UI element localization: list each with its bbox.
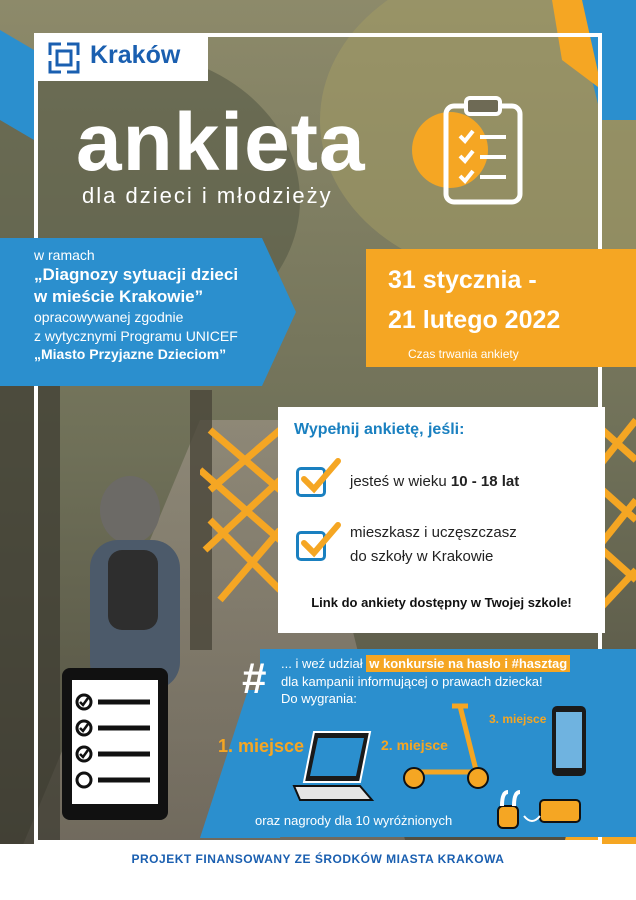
contest-extra-prizes: oraz nagrody dla 10 wyróżnionych — [255, 813, 453, 828]
criterion-age — [350, 473, 519, 490]
hashtag-icon: # — [242, 654, 267, 703]
date-start: 31 stycznia - — [388, 266, 537, 294]
krakow-logo-text: Kraków — [90, 41, 181, 69]
page-title: ankieta — [76, 97, 366, 188]
survey-link-note: Link do ankiety dostępny w Twojej szkole! — [311, 595, 572, 610]
criterion-age-prefix: jesteś w wieku — [350, 473, 451, 490]
smartphone-icon — [548, 704, 592, 778]
orange-lattice-decoration-left — [200, 410, 290, 610]
clipboard-checklist-icon — [438, 94, 528, 206]
info-ribbon-text — [34, 246, 284, 363]
checkmark-icon — [298, 521, 342, 561]
ribbon-detail-line1: opracowywanej zgodnie — [34, 309, 184, 326]
ribbon-intro: w ramach — [34, 247, 95, 263]
prize-second-label: 2. miejsce — [381, 737, 448, 753]
scooter-icon — [400, 700, 490, 792]
contest-prizes-heading: Do wygrania: — [281, 691, 357, 707]
criterion-residence — [350, 521, 590, 569]
ribbon-detail-line2: z wytycznymi Programu UNICEF — [34, 327, 238, 344]
prize-first-label: 1. miejsce — [218, 736, 305, 756]
ribbon-title-line1: „Diagnozy sytuacji dzieci — [34, 265, 239, 285]
laptop-icon — [290, 728, 376, 804]
ribbon-title-line2: w mieście Krakowie” — [34, 287, 204, 307]
criteria-title: Wypełnij ankietę, jeśli: — [294, 421, 465, 438]
criterion-residence-line1: mieszkasz i uczęszczasz — [350, 524, 517, 541]
page-subtitle: dla dzieci i młodzieży — [82, 183, 333, 208]
date-end: 21 lutego 2022 — [388, 306, 561, 334]
ribbon-program-name: „Miasto Przyjazne Dzieciom” — [34, 345, 227, 362]
contest-description: dla kampanii informującej o prawach dziecka! — [281, 673, 543, 689]
krakow-logo-box — [34, 33, 208, 81]
prize-third-label: 3. miejsce — [489, 712, 547, 726]
criteria-card — [278, 407, 605, 633]
earbuds-powerbank-icon — [494, 786, 584, 832]
tablet-checklist-icon — [60, 666, 172, 824]
criterion-age-range: 10 - 18 lat — [450, 473, 520, 490]
contest-highlight: w konkursie na hasło i #hasztag — [366, 655, 570, 672]
criterion-residence-line2: do szkoły w Krakowie — [350, 548, 494, 565]
checkmark-icon — [298, 457, 342, 497]
funding-note: PROJEKT FINANSOWANY ZE ŚRODKÓW MIASTA KRAKOWA — [131, 852, 505, 866]
contest-intro: ... i weź udział — [281, 656, 367, 671]
date-caption: Czas trwania ankiety — [408, 347, 519, 361]
krakow-logo-icon — [48, 42, 80, 74]
